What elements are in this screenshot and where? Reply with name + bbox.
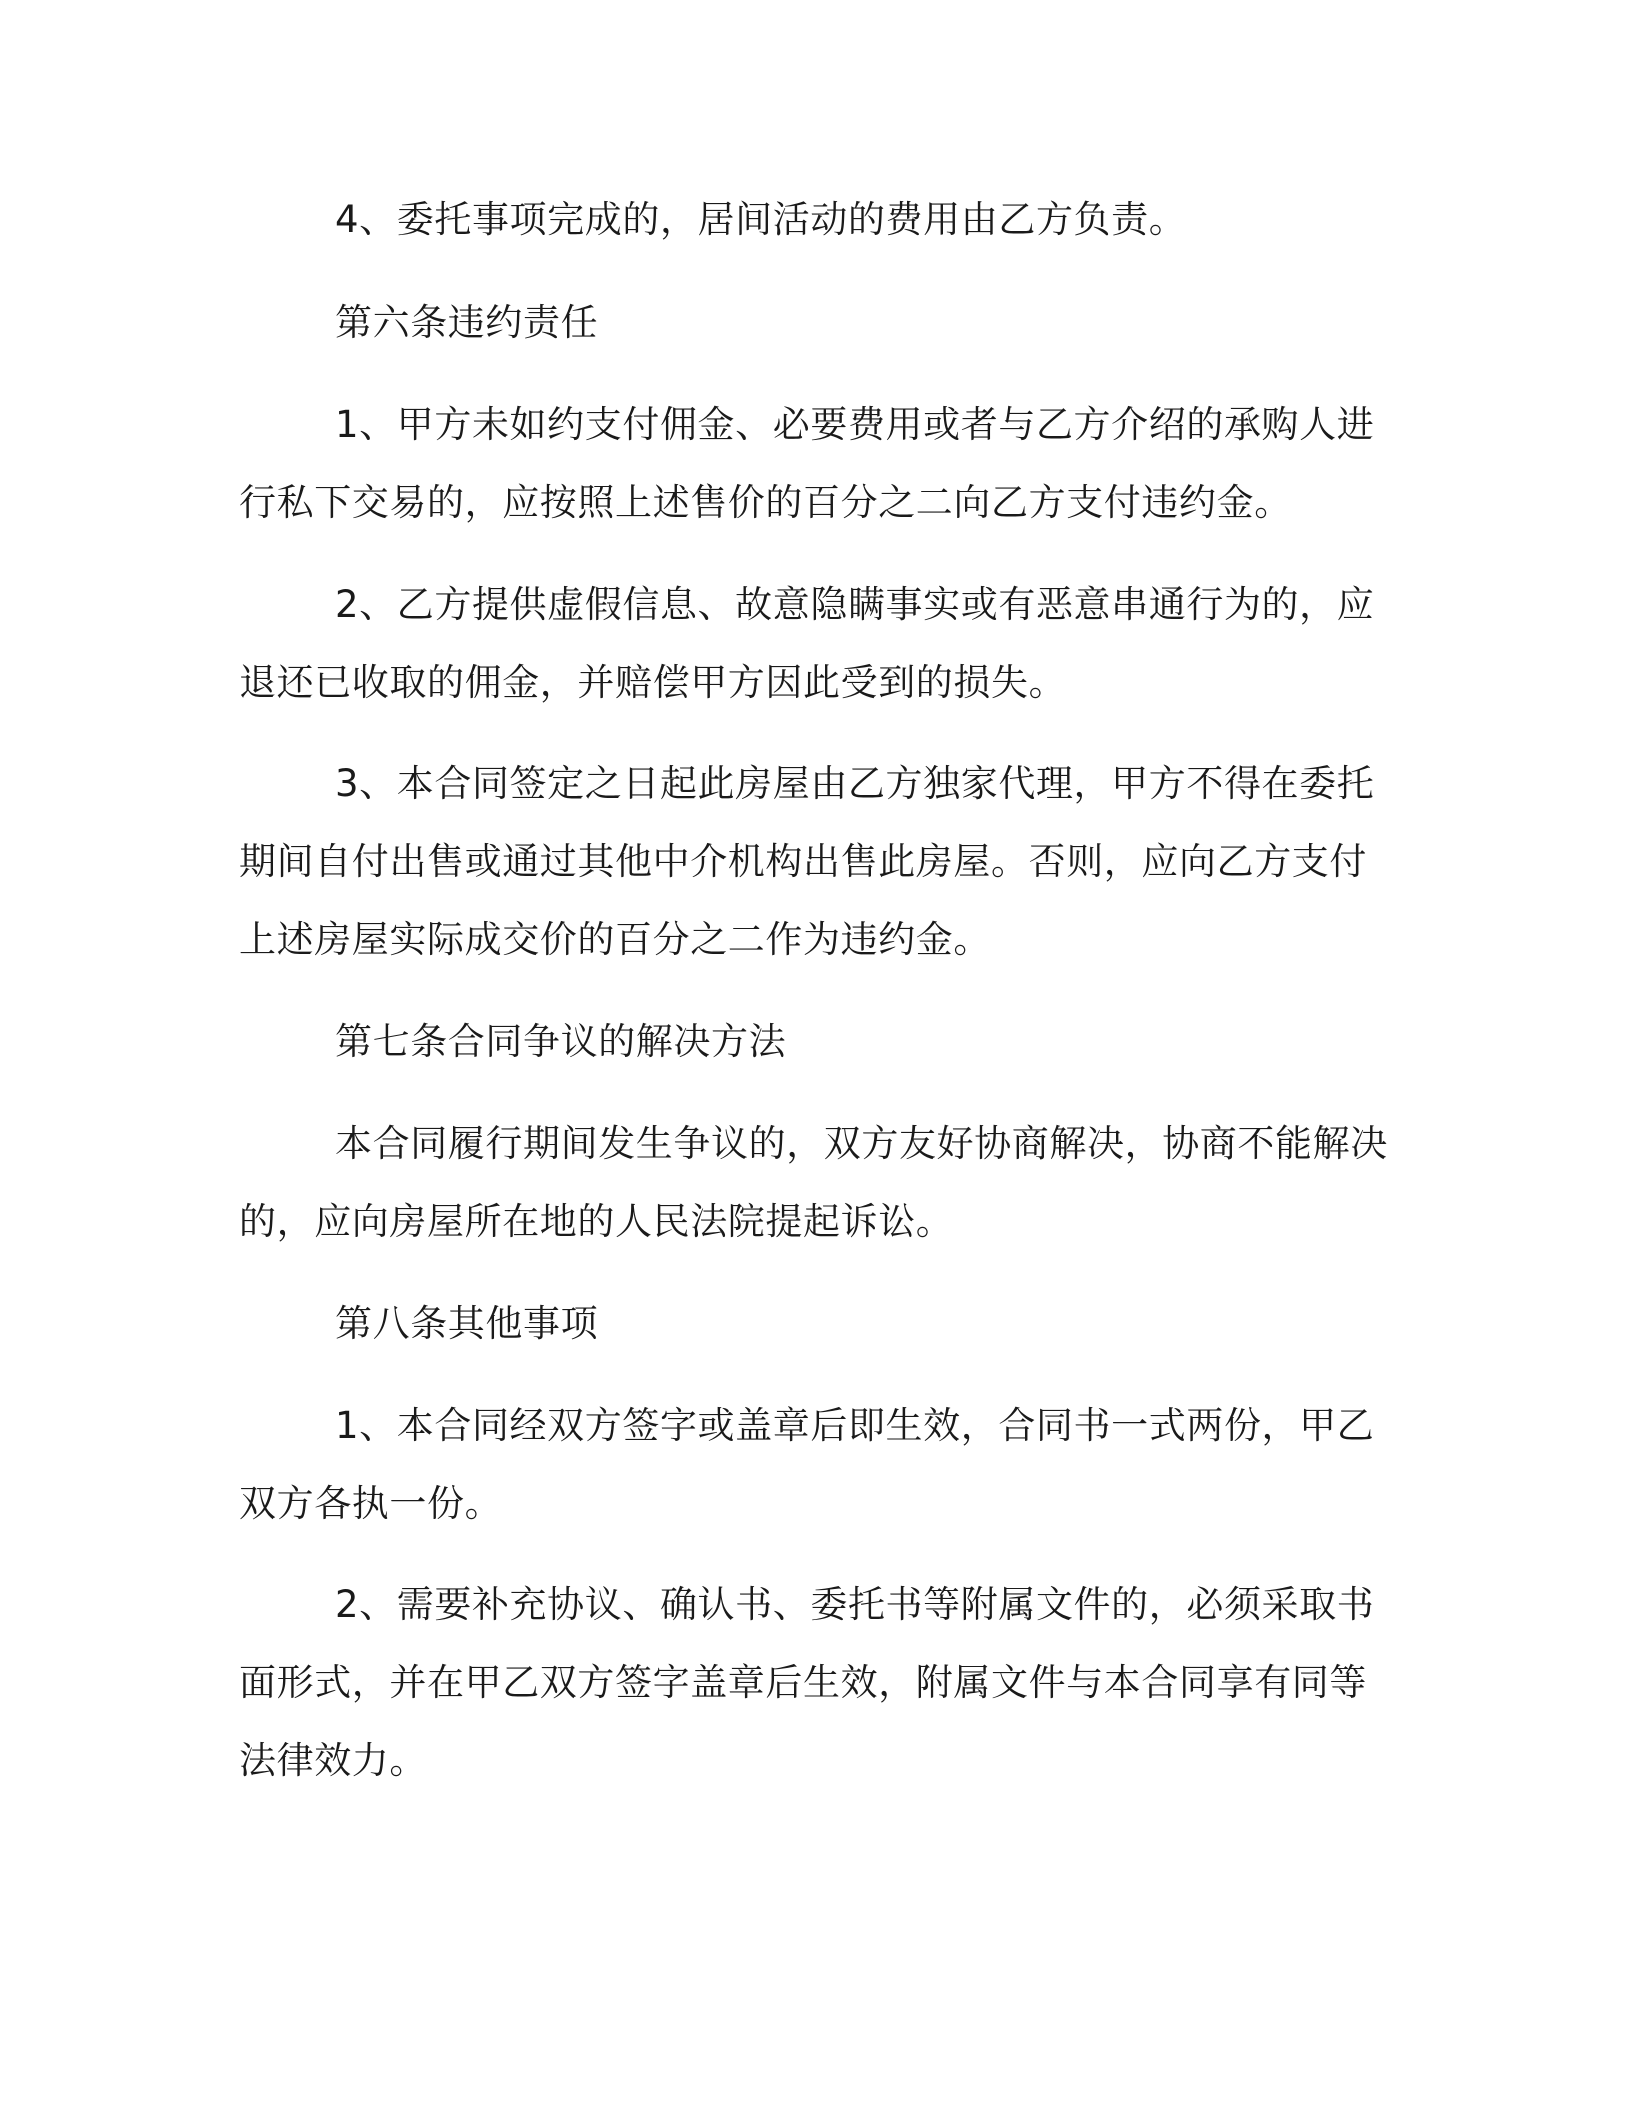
text-line: 4、委托事项完成的，居间活动的费用由乙方负责。 bbox=[335, 198, 1187, 241]
paragraph-article-8-item-2 bbox=[239, 1566, 1401, 1800]
article-8-heading bbox=[239, 1285, 1401, 1363]
paragraph-article-6-item-3 bbox=[239, 745, 1401, 979]
paragraph-item-4-expense bbox=[239, 181, 1401, 259]
text-line: 上述房屋实际成交价的百分之二作为违约金。 bbox=[239, 918, 991, 961]
heading-text: 第八条其他事项 bbox=[335, 1302, 599, 1345]
text-line: 期间自付出售或通过其他中介机构出售此房屋。否则，应向乙方支付 bbox=[239, 840, 1367, 883]
paragraph-article-6-item-2 bbox=[239, 566, 1401, 722]
text-line: 双方各执一份。 bbox=[239, 1482, 503, 1525]
text-line: 面形式，并在甲乙双方签字盖章后生效，附属文件与本合同享有同等 bbox=[239, 1661, 1367, 1704]
paragraph-article-7-body bbox=[239, 1105, 1401, 1261]
heading-text: 第六条违约责任 bbox=[335, 301, 599, 344]
text-line: 1、甲方未如约支付佣金、必要费用或者与乙方介绍的承购人进 bbox=[335, 403, 1375, 446]
text-line: 退还已收取的佣金，并赔偿甲方因此受到的损失。 bbox=[239, 661, 1067, 704]
paragraph-article-8-item-1 bbox=[239, 1387, 1401, 1543]
heading-text: 第七条合同争议的解决方法 bbox=[335, 1020, 787, 1063]
text-line: 1、本合同经双方签字或盖章后即生效，合同书一式两份，甲乙 bbox=[335, 1404, 1375, 1447]
paragraph-article-6-item-1 bbox=[239, 386, 1401, 542]
text-line: 2、需要补充协议、确认书、委托书等附属文件的，必须采取书 bbox=[335, 1583, 1375, 1626]
article-7-heading bbox=[239, 1003, 1401, 1081]
text-line: 的，应向房屋所在地的人民法院提起诉讼。 bbox=[239, 1200, 954, 1243]
text-line: 3、本合同签定之日起此房屋由乙方独家代理，甲方不得在委托 bbox=[335, 762, 1375, 805]
text-line: 行私下交易的，应按照上述售价的百分之二向乙方支付违约金。 bbox=[239, 481, 1292, 524]
article-6-heading bbox=[239, 284, 1401, 362]
text-line: 本合同履行期间发生争议的，双方友好协商解决，协商不能解决 bbox=[335, 1122, 1388, 1165]
text-line: 2、乙方提供虚假信息、故意隐瞒事实或有恶意串通行为的，应 bbox=[335, 583, 1375, 626]
text-line: 法律效力。 bbox=[239, 1739, 427, 1782]
